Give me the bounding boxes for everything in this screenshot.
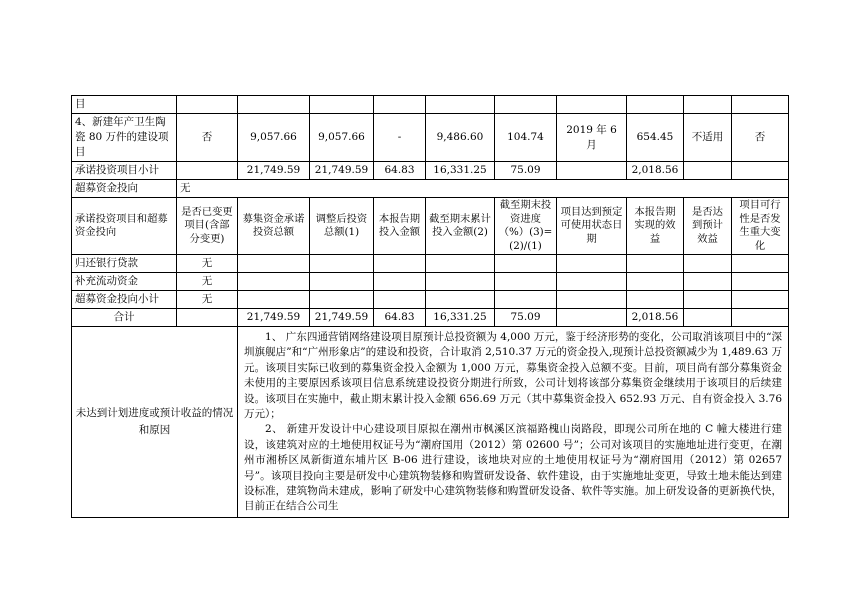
- table-row: [72, 96, 789, 114]
- feasibility-value: 否: [732, 114, 789, 162]
- header-project: 承诺投资项目和超募资金投向: [72, 198, 177, 255]
- working-capital-value: 无: [177, 273, 238, 291]
- total-adjusted: 21,749.59: [310, 309, 374, 327]
- header-feasibility: 项目可行性是否发生重大变化: [732, 198, 789, 255]
- overraise-subtotal-label: 超募资金投向小计: [72, 291, 177, 309]
- header-adjusted: 调整后投资总额(1): [310, 198, 374, 255]
- table-row-project-4: [72, 114, 789, 162]
- total-committed: 21,749.59: [238, 309, 310, 327]
- header-benefit: 本报告期实现的效益: [627, 198, 684, 255]
- header-cumulative: 截至期末累计投入金额(2): [426, 198, 495, 255]
- total-cumulative: 16,331.25: [426, 309, 495, 327]
- cumulative-value: 9,486.60: [426, 114, 495, 162]
- total-benefit: 2,018.56: [627, 309, 684, 327]
- table-row-reason: [72, 327, 789, 518]
- subtotal-label: 承诺投资项目小计: [72, 162, 177, 180]
- subtotal-current: 64.83: [374, 162, 426, 180]
- ready-date-value: 2019 年 6 月: [557, 114, 627, 162]
- table-row-total: [72, 309, 789, 327]
- reason-paragraph-2: 2、 新建开发设计中心建设项目原拟在潮州市枫溪区滨福路槐山岗路段，即现公司所在地的 C 幢大楼进行建设，该建筑对应的土地使用权证号为“潮府国用（2012）第 02600 号”；公司对该项目的实施地址进行变更，在潮州市湘桥区凤新街道东埔片区 B-06 进行建设，该地块对应的土地使用权证号为“潮府国用（2012）第 02657 号”。该项目投向主要是研发中心建筑物装修和购置研发设备、软件建设，由于实施地址变更，导致土地未能达到建设标准，建筑物尚未建成，影响了研发中心建筑物装修和购置研发设备、软件等实施。加上研发设备的更新换代快，目前正在结合公司生: [244, 423, 782, 513]
- header-changed: 是否已变更项目(含部分变更): [177, 198, 238, 255]
- table-row-bank: [72, 255, 789, 273]
- reach-value: 不适用: [684, 114, 732, 162]
- benefit-value: 654.45: [627, 114, 684, 162]
- funds-usage-document: [71, 95, 788, 518]
- table-row-subtotal: [72, 162, 789, 180]
- header-committed: 募集资金承诺投资总额: [238, 198, 310, 255]
- table-row-overraise-subtotal: [72, 291, 789, 309]
- reason-content: [238, 327, 789, 518]
- overraise-value: 无: [177, 180, 789, 198]
- working-capital-label: 补充流动资金: [72, 273, 177, 291]
- changed-value: 否: [177, 114, 238, 162]
- project-name: 4、新建年产卫生陶瓷 80 万件的建设项目: [72, 114, 177, 162]
- table-row-overraise: [72, 180, 789, 198]
- bank-value: 无: [177, 255, 238, 273]
- bank-label: 归还银行贷款: [72, 255, 177, 273]
- total-progress: 75.09: [495, 309, 557, 327]
- subtotal-committed: 21,749.59: [238, 162, 310, 180]
- subtotal-benefit: 2,018.56: [627, 162, 684, 180]
- subtotal-progress: 75.09: [495, 162, 557, 180]
- funds-usage-table: [71, 95, 789, 518]
- overraise-subtotal-value: 无: [177, 291, 238, 309]
- progress-value: 104.74: [495, 114, 557, 162]
- adjusted-value: 9,057.66: [310, 114, 374, 162]
- total-label: 合计: [72, 309, 177, 327]
- header-current: 本报告期投入金额: [374, 198, 426, 255]
- reason-paragraph-1: 1、 广东四通营销网络建设项目原预计总投资额为 4,000 万元，鉴于经济形势的变化，公司取消该项目中的“深圳旗舰店”和“广州形象店”的建设和投资，合计取消 2,510.37 万元的资金投入,现预计总投资额减少为 1,489.63 万元。该项目实际已收到的募集资金投入金额为 1,000 万元，募集资金投入总额不变。目前，项目尚有部分募集资金未使用的主要原因系该项目信息系统建设投资分期进行所致，公司计划将该部分募集资金继续用于该项目的后续建设。该项目在实施中，截止期末累计投入金额 656.69 万元（其中募集资金投入 652.93 万元、自有资金投入 3.76 万元）；: [244, 331, 782, 421]
- header-ready-date: 项目达到预定可使用状态日期: [557, 198, 627, 255]
- header-progress: 截至期末投资进度（%）(3)=(2)/(1): [495, 198, 557, 255]
- subtotal-cumulative: 16,331.25: [426, 162, 495, 180]
- current-period-value: -: [374, 114, 426, 162]
- header-reach: 是否达到预计效益: [684, 198, 732, 255]
- reason-label: 未达到计划进度或预计收益的情况和原因: [72, 327, 238, 518]
- table-row-working-capital: [72, 273, 789, 291]
- total-current: 64.83: [374, 309, 426, 327]
- item-name-tail: 目: [72, 96, 177, 114]
- subtotal-adjusted: 21,749.59: [310, 162, 374, 180]
- committed-value: 9,057.66: [238, 114, 310, 162]
- overraise-label: 超募资金投向: [72, 180, 177, 198]
- table-header-row: [72, 198, 789, 255]
